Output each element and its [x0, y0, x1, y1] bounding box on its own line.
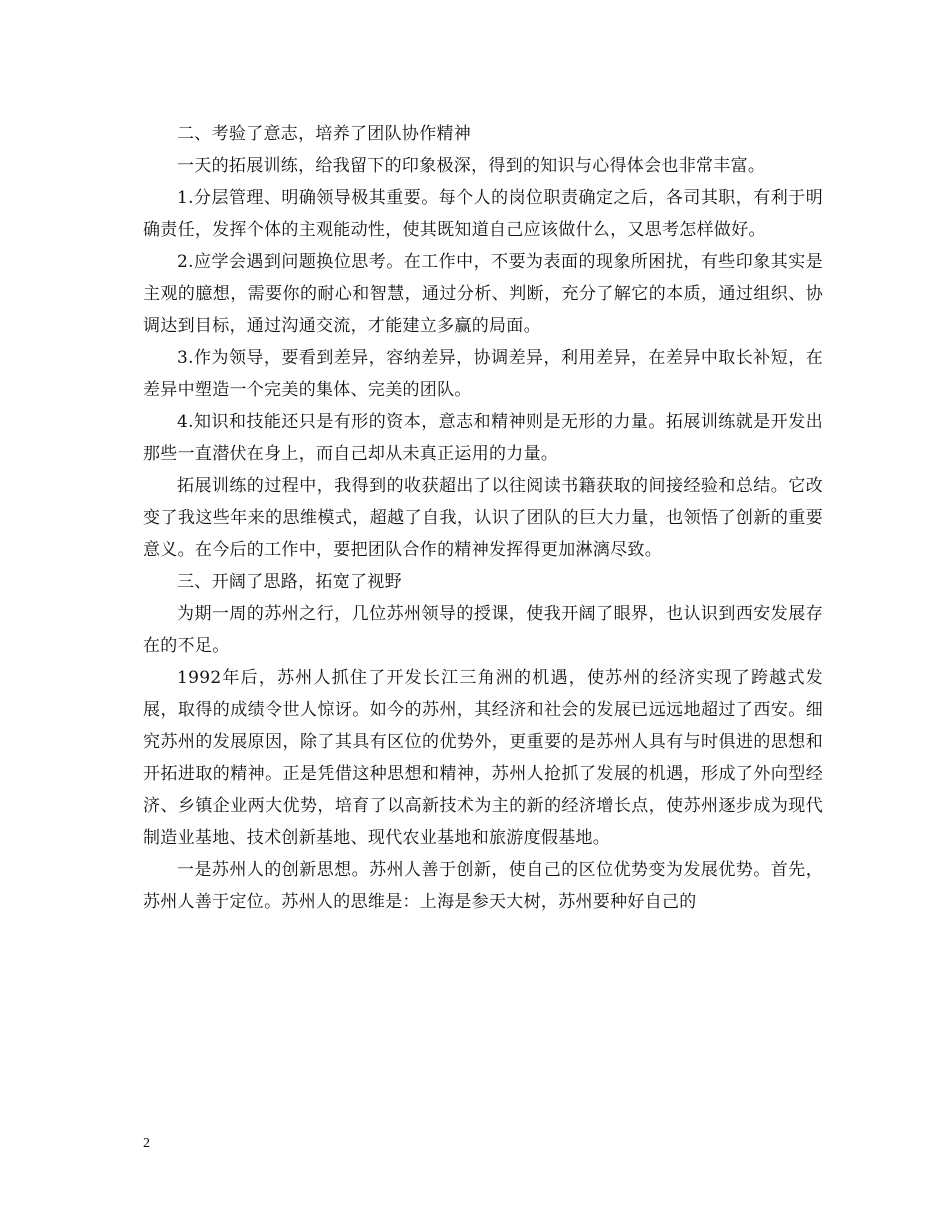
paragraph-intro: 一天的拓展训练，给我留下的印象极深，得到的知识与心得体会也非常丰富。 — [177, 156, 766, 176]
paragraph-point-4: 4.知识和技能还只是有形的资本，意志和精神则是无形的力量。拓展训练就是开发出那些一直潜伏在身上，而自己却从未真正运用的力量。 — [143, 412, 823, 464]
paragraph-suzhou-development: 1992年后，苏州人抓住了开发长江三角洲的机遇，使苏州的经济实现了跨越式发展，取得的成绩令世人惊讶。如今的苏州，其经济和社会的发展已远远地超过了西安。细究苏州的发展原因，除了其具有区位的优势外，更重要的是苏州人具有与时俱进的思想和开拓进取的精神。正是凭借这种思想和精神，苏州人抢抓了发展的机遇，形成了外向型经济、乡镇企业两大优势，培育了以高新技术为主的新的经济增长点，使苏州逐步成为现代制造业基地、技术创新基地、现代农业基地和旅游度假基地。 — [143, 668, 823, 848]
paragraph-summary: 拓展训练的过程中，我得到的收获超出了以往阅读书籍获取的间接经验和总结。它改变了我这些年来的思维模式，超越了自我，认识了团队的巨大力量，也领悟了创新的重要意义。在今后的工作中，要把团队合作的精神发挥得更加淋漓尽致。 — [143, 476, 823, 560]
paragraph-innovation: 一是苏州人的创新思想。苏州人善于创新，使自己的区位优势变为发展优势。首先，苏州人善于定位。苏州人的思维是：上海是参天大树，苏州要种好自己的 — [143, 860, 823, 912]
section-heading-2: 二、考验了意志，培养了团队协作精神 — [177, 124, 472, 144]
paragraph-suzhou-trip: 为期一周的苏州之行，几位苏州领导的授课，使我开阔了眼界，也认识到西安发展存在的不足。 — [143, 604, 823, 656]
paragraph-point-2: 2.应学会遇到问题换位思考。在工作中，不要为表面的现象所困扰，有些印象其实是主观的臆想，需要你的耐心和智慧，通过分析、判断，充分了解它的本质，通过组织、协调达到目标，通过沟通交流，才能建立多赢的局面。 — [143, 252, 823, 336]
paragraph-point-3: 3.作为领导，要看到差异，容纳差异，协调差异，利用差异，在差异中取长补短，在差异中塑造一个完美的集体、完美的团队。 — [143, 348, 823, 400]
page-number: 2 — [143, 1136, 150, 1151]
paragraph-point-1: 1.分层管理、明确领导极其重要。每个人的岗位职责确定之后，各司其职，有利于明确责任，发挥个体的主观能动性，使其既知道自己应该做什么，又思考怎样做好。 — [143, 188, 823, 240]
section-heading-3: 三、开阔了思路，拓宽了视野 — [177, 572, 402, 592]
document-body — [143, 118, 823, 918]
